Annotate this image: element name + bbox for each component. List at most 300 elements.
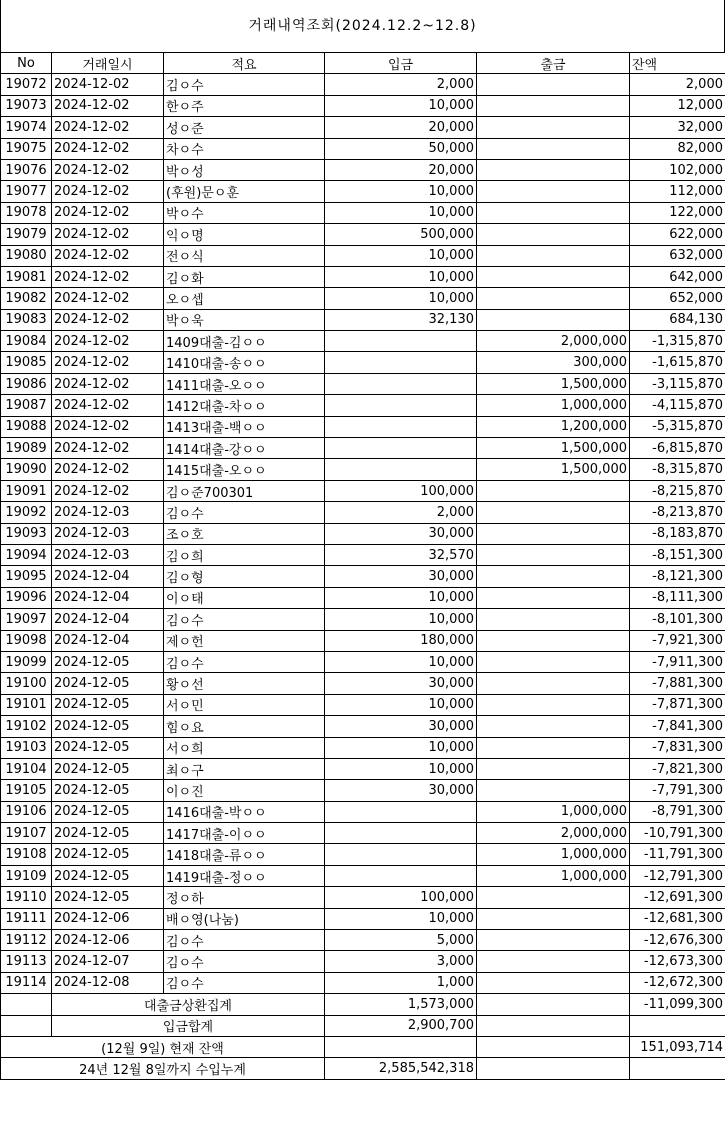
cell-balance: -10,791,300 xyxy=(630,823,725,844)
cell-deposit xyxy=(325,459,477,480)
cell-deposit: 10,000 xyxy=(325,737,477,758)
table-row xyxy=(1,587,725,608)
cell-balance: 112,000 xyxy=(630,181,725,202)
cell-memo: 차ㅇ수 xyxy=(164,138,325,159)
cell-balance: -8,111,300 xyxy=(630,587,725,608)
cell-withdrawal: 300,000 xyxy=(477,352,630,373)
cell-memo: 한ㅇ주 xyxy=(164,95,325,116)
cell-balance: -8,315,870 xyxy=(630,459,725,480)
cell-deposit xyxy=(325,352,477,373)
cell-no: 19089 xyxy=(1,438,52,459)
cell-memo: 김ㅇ준700301 xyxy=(164,480,325,501)
loan-repay-deposit: 1,573,000 xyxy=(325,994,477,1015)
cell-date: 2024-12-02 xyxy=(52,459,164,480)
cell-no: 19091 xyxy=(1,480,52,501)
cell-memo: 배ㅇ영(나눔) xyxy=(164,908,325,929)
cell-no: 19074 xyxy=(1,117,52,138)
cell-date: 2024-12-05 xyxy=(52,823,164,844)
cell-no: 19105 xyxy=(1,780,52,801)
cell-date: 2024-12-02 xyxy=(52,352,164,373)
summary-current-balance-row xyxy=(1,1036,725,1057)
cell-balance: -7,791,300 xyxy=(630,780,725,801)
cell-deposit: 30,000 xyxy=(325,673,477,694)
cell-date: 2024-12-05 xyxy=(52,673,164,694)
cell-withdrawal xyxy=(477,758,630,779)
cell-no: 19086 xyxy=(1,373,52,394)
cell-memo: 김ㅇ희 xyxy=(164,544,325,565)
table-row xyxy=(1,224,725,245)
summary-loan-repay-row xyxy=(1,994,725,1015)
cell-withdrawal xyxy=(477,780,630,801)
cell-balance: -7,821,300 xyxy=(630,758,725,779)
table-row xyxy=(1,395,725,416)
cell-balance: 122,000 xyxy=(630,202,725,223)
cell-date: 2024-12-03 xyxy=(52,523,164,544)
table-row xyxy=(1,630,725,651)
cell-withdrawal: 1,500,000 xyxy=(477,459,630,480)
header-date: 거래일시 xyxy=(52,53,164,74)
summary-deposit-total-row xyxy=(1,1015,725,1036)
cell-date: 2024-12-04 xyxy=(52,609,164,630)
table-row xyxy=(1,609,725,630)
cell-deposit xyxy=(325,438,477,459)
table-row xyxy=(1,823,725,844)
cell-no: 19076 xyxy=(1,159,52,180)
cell-balance: 12,000 xyxy=(630,95,725,116)
cell-deposit: 10,000 xyxy=(325,245,477,266)
table-row xyxy=(1,416,725,437)
cell-memo: 김ㅇ화 xyxy=(164,266,325,287)
cell-no: 19108 xyxy=(1,844,52,865)
cell-memo: 이ㅇ진 xyxy=(164,780,325,801)
cell-no: 19084 xyxy=(1,331,52,352)
cell-deposit xyxy=(325,373,477,394)
table-row xyxy=(1,972,725,993)
cell-deposit: 2,000 xyxy=(325,502,477,523)
table-row xyxy=(1,245,725,266)
cell-memo: 최ㅇ구 xyxy=(164,758,325,779)
cell-no: 19103 xyxy=(1,737,52,758)
table-row xyxy=(1,716,725,737)
cell-withdrawal xyxy=(477,245,630,266)
table-row xyxy=(1,181,725,202)
cell-deposit: 30,000 xyxy=(325,523,477,544)
cell-no: 19100 xyxy=(1,673,52,694)
cell-no: 19082 xyxy=(1,288,52,309)
cell-no: 19114 xyxy=(1,972,52,993)
cell-no: 19110 xyxy=(1,887,52,908)
cell-withdrawal xyxy=(477,502,630,523)
cell-balance: -8,101,300 xyxy=(630,609,725,630)
cell-memo: 김ㅇ수 xyxy=(164,502,325,523)
cell-memo: 박ㅇ욱 xyxy=(164,309,325,330)
cell-date: 2024-12-05 xyxy=(52,887,164,908)
table-row xyxy=(1,309,725,330)
cell-withdrawal xyxy=(477,544,630,565)
cell-deposit: 1,000 xyxy=(325,972,477,993)
cell-balance: -6,815,870 xyxy=(630,438,725,459)
cell-deposit: 180,000 xyxy=(325,630,477,651)
cell-withdrawal xyxy=(477,930,630,951)
cell-deposit: 5,000 xyxy=(325,930,477,951)
table-row xyxy=(1,523,725,544)
cell-no: 19097 xyxy=(1,609,52,630)
cell-no: 19078 xyxy=(1,202,52,223)
cell-date: 2024-12-02 xyxy=(52,438,164,459)
cell-no: 19094 xyxy=(1,544,52,565)
cell-date: 2024-12-02 xyxy=(52,224,164,245)
cell-no: 19102 xyxy=(1,716,52,737)
cell-balance: 642,000 xyxy=(630,266,725,287)
cell-no: 19075 xyxy=(1,138,52,159)
cell-no: 19077 xyxy=(1,181,52,202)
cell-deposit: 10,000 xyxy=(325,181,477,202)
cell-deposit: 30,000 xyxy=(325,716,477,737)
table-row xyxy=(1,651,725,672)
cell-balance: -7,921,300 xyxy=(630,630,725,651)
cell-memo: 1415대출-오ㅇㅇ xyxy=(164,459,325,480)
table-row xyxy=(1,694,725,715)
cell-deposit: 10,000 xyxy=(325,651,477,672)
cell-deposit: 10,000 xyxy=(325,202,477,223)
cell-no: 19093 xyxy=(1,523,52,544)
cell-withdrawal xyxy=(477,737,630,758)
cell-withdrawal xyxy=(477,95,630,116)
cell-withdrawal xyxy=(477,587,630,608)
cell-withdrawal xyxy=(477,951,630,972)
cell-memo: 황ㅇ선 xyxy=(164,673,325,694)
cell-withdrawal xyxy=(477,566,630,587)
cell-withdrawal xyxy=(477,288,630,309)
cell-no: 19109 xyxy=(1,865,52,886)
header-memo: 적요 xyxy=(164,53,325,74)
cell-memo: 1412대출-차ㅇㅇ xyxy=(164,395,325,416)
cell-deposit: 50,000 xyxy=(325,138,477,159)
cell-memo: 1409대출-김ㅇㅇ xyxy=(164,331,325,352)
cell-memo: 1411대출-오ㅇㅇ xyxy=(164,373,325,394)
cell-memo: 성ㅇ준 xyxy=(164,117,325,138)
cell-date: 2024-12-02 xyxy=(52,416,164,437)
cell-memo: 김ㅇ수 xyxy=(164,972,325,993)
cell-deposit: 100,000 xyxy=(325,480,477,501)
cell-withdrawal: 1,000,000 xyxy=(477,395,630,416)
table-header-row xyxy=(1,53,725,74)
cell-memo: 정ㅇ하 xyxy=(164,887,325,908)
cell-withdrawal xyxy=(477,138,630,159)
cell-memo: 김ㅇ형 xyxy=(164,566,325,587)
cell-balance: -8,215,870 xyxy=(630,480,725,501)
table-row xyxy=(1,288,725,309)
cell-no: 19072 xyxy=(1,74,52,95)
cell-withdrawal xyxy=(477,480,630,501)
cell-balance: -7,841,300 xyxy=(630,716,725,737)
cell-memo: 1414대출-강ㅇㅇ xyxy=(164,438,325,459)
cell-date: 2024-12-07 xyxy=(52,951,164,972)
header-no: No xyxy=(1,53,52,74)
table-row xyxy=(1,331,725,352)
cell-date: 2024-12-05 xyxy=(52,716,164,737)
cell-date: 2024-12-04 xyxy=(52,630,164,651)
cell-memo: 김ㅇ수 xyxy=(164,651,325,672)
cell-date: 2024-12-02 xyxy=(52,395,164,416)
cell-deposit: 100,000 xyxy=(325,887,477,908)
cell-deposit: 10,000 xyxy=(325,694,477,715)
cell-withdrawal: 1,500,000 xyxy=(477,373,630,394)
cell-withdrawal xyxy=(477,972,630,993)
cell-memo: 1417대출-이ㅇㅇ xyxy=(164,823,325,844)
summary-cumulative-row xyxy=(1,1058,725,1079)
cell-withdrawal xyxy=(477,309,630,330)
cell-memo: 1413대출-백ㅇㅇ xyxy=(164,416,325,437)
cell-balance: 684,130 xyxy=(630,309,725,330)
cell-deposit xyxy=(325,416,477,437)
cell-date: 2024-12-02 xyxy=(52,331,164,352)
cell-balance: -4,115,870 xyxy=(630,395,725,416)
cell-balance: -7,881,300 xyxy=(630,673,725,694)
cell-date: 2024-12-02 xyxy=(52,138,164,159)
cell-withdrawal xyxy=(477,159,630,180)
cell-withdrawal: 1,500,000 xyxy=(477,438,630,459)
cell-balance: 2,000 xyxy=(630,74,725,95)
cell-no: 19079 xyxy=(1,224,52,245)
cell-date: 2024-12-02 xyxy=(52,373,164,394)
current-balance-label: (12월 9일) 현재 잔액 xyxy=(1,1036,325,1057)
table-row xyxy=(1,865,725,886)
cell-balance: 652,000 xyxy=(630,288,725,309)
cell-deposit: 10,000 xyxy=(325,587,477,608)
cell-balance: 622,000 xyxy=(630,224,725,245)
cell-date: 2024-12-02 xyxy=(52,480,164,501)
cell-deposit: 20,000 xyxy=(325,117,477,138)
cell-no: 19085 xyxy=(1,352,52,373)
cell-memo: 김ㅇ수 xyxy=(164,74,325,95)
cell-no: 19080 xyxy=(1,245,52,266)
header-withdrawal: 출금 xyxy=(477,53,630,74)
cell-balance: -11,791,300 xyxy=(630,844,725,865)
table-row xyxy=(1,74,725,95)
cell-withdrawal xyxy=(477,651,630,672)
cell-deposit: 32,570 xyxy=(325,544,477,565)
cell-date: 2024-12-06 xyxy=(52,930,164,951)
cell-date: 2024-12-08 xyxy=(52,972,164,993)
cell-balance: 102,000 xyxy=(630,159,725,180)
table-row xyxy=(1,95,725,116)
cell-balance: -1,615,870 xyxy=(630,352,725,373)
loan-repay-label: 대출금상환집계 xyxy=(52,994,325,1015)
cell-balance: -8,183,870 xyxy=(630,523,725,544)
cell-no: 19104 xyxy=(1,758,52,779)
cell-balance: -12,691,300 xyxy=(630,887,725,908)
cell-withdrawal: 2,000,000 xyxy=(477,823,630,844)
table-row xyxy=(1,438,725,459)
cell-memo: 서ㅇ희 xyxy=(164,737,325,758)
cell-date: 2024-12-02 xyxy=(52,117,164,138)
cell-date: 2024-12-05 xyxy=(52,737,164,758)
table-row xyxy=(1,908,725,929)
cell-withdrawal xyxy=(477,523,630,544)
cell-date: 2024-12-05 xyxy=(52,758,164,779)
cell-date: 2024-12-03 xyxy=(52,544,164,565)
cell-balance: -12,676,300 xyxy=(630,930,725,951)
cell-date: 2024-12-05 xyxy=(52,844,164,865)
table-row xyxy=(1,159,725,180)
cell-no: 19092 xyxy=(1,502,52,523)
cell-deposit: 3,000 xyxy=(325,951,477,972)
cell-balance: -5,315,870 xyxy=(630,416,725,437)
cell-memo: 김ㅇ수 xyxy=(164,951,325,972)
table-row xyxy=(1,544,725,565)
table-row xyxy=(1,758,725,779)
table-row xyxy=(1,737,725,758)
cell-balance: -7,871,300 xyxy=(630,694,725,715)
cell-withdrawal xyxy=(477,887,630,908)
cell-balance: -7,831,300 xyxy=(630,737,725,758)
cell-balance: 82,000 xyxy=(630,138,725,159)
cell-memo: 박ㅇ수 xyxy=(164,202,325,223)
deposit-total-value: 2,900,700 xyxy=(325,1015,477,1036)
table-row xyxy=(1,202,725,223)
cell-balance: -12,681,300 xyxy=(630,908,725,929)
cell-withdrawal xyxy=(477,908,630,929)
cell-date: 2024-12-02 xyxy=(52,159,164,180)
cell-date: 2024-12-02 xyxy=(52,245,164,266)
table-row xyxy=(1,138,725,159)
table-row xyxy=(1,352,725,373)
cell-withdrawal xyxy=(477,716,630,737)
cell-deposit: 10,000 xyxy=(325,288,477,309)
cell-memo: 1419대출-정ㅇㅇ xyxy=(164,865,325,886)
cell-no: 19112 xyxy=(1,930,52,951)
table-row xyxy=(1,266,725,287)
cell-no: 19081 xyxy=(1,266,52,287)
cell-deposit xyxy=(325,331,477,352)
cell-deposit: 10,000 xyxy=(325,266,477,287)
cell-no: 19099 xyxy=(1,651,52,672)
cell-deposit: 32,130 xyxy=(325,309,477,330)
cell-withdrawal xyxy=(477,609,630,630)
cell-deposit: 2,000 xyxy=(325,74,477,95)
cell-withdrawal xyxy=(477,74,630,95)
table-row xyxy=(1,566,725,587)
cell-memo: 익ㅇ명 xyxy=(164,224,325,245)
cell-balance: -8,121,300 xyxy=(630,566,725,587)
cell-balance: -8,151,300 xyxy=(630,544,725,565)
cell-withdrawal xyxy=(477,181,630,202)
cell-deposit: 30,000 xyxy=(325,566,477,587)
deposit-total-label: 입금합계 xyxy=(52,1015,325,1036)
cell-withdrawal: 1,200,000 xyxy=(477,416,630,437)
cell-deposit: 10,000 xyxy=(325,908,477,929)
cell-deposit xyxy=(325,823,477,844)
cell-balance: -3,115,870 xyxy=(630,373,725,394)
cell-date: 2024-12-05 xyxy=(52,865,164,886)
cell-no: 19095 xyxy=(1,566,52,587)
cell-memo: 1410대출-송ㅇㅇ xyxy=(164,352,325,373)
cell-date: 2024-12-02 xyxy=(52,288,164,309)
cell-memo: 조ㅇ호 xyxy=(164,523,325,544)
cell-withdrawal xyxy=(477,673,630,694)
cumulative-label: 24년 12월 8일까지 수입누계 xyxy=(1,1058,325,1079)
cell-withdrawal: 2,000,000 xyxy=(477,331,630,352)
cell-memo: 김ㅇ수 xyxy=(164,930,325,951)
cell-balance: 632,000 xyxy=(630,245,725,266)
cell-deposit: 10,000 xyxy=(325,609,477,630)
cell-memo: (후원)문ㅇ훈 xyxy=(164,181,325,202)
cell-balance: -12,791,300 xyxy=(630,865,725,886)
transaction-table xyxy=(0,52,725,1080)
cell-date: 2024-12-05 xyxy=(52,651,164,672)
cell-date: 2024-12-02 xyxy=(52,74,164,95)
cell-memo: 제ㅇ헌 xyxy=(164,630,325,651)
cell-date: 2024-12-02 xyxy=(52,266,164,287)
table-row xyxy=(1,502,725,523)
table-row xyxy=(1,459,725,480)
cell-memo: 1416대출-박ㅇㅇ xyxy=(164,801,325,822)
cell-no: 19111 xyxy=(1,908,52,929)
cell-withdrawal xyxy=(477,117,630,138)
cell-memo: 전ㅇ식 xyxy=(164,245,325,266)
cell-no: 19090 xyxy=(1,459,52,480)
cell-no: 19083 xyxy=(1,309,52,330)
cell-date: 2024-12-02 xyxy=(52,181,164,202)
table-row xyxy=(1,801,725,822)
cell-no: 19096 xyxy=(1,587,52,608)
cell-date: 2024-12-05 xyxy=(52,801,164,822)
cell-date: 2024-12-06 xyxy=(52,908,164,929)
cell-date: 2024-12-02 xyxy=(52,309,164,330)
cell-date: 2024-12-02 xyxy=(52,202,164,223)
cell-withdrawal: 1,000,000 xyxy=(477,865,630,886)
cell-deposit: 30,000 xyxy=(325,780,477,801)
table-row xyxy=(1,951,725,972)
table-row xyxy=(1,480,725,501)
cell-withdrawal: 1,000,000 xyxy=(477,801,630,822)
cell-deposit xyxy=(325,801,477,822)
cell-deposit xyxy=(325,865,477,886)
cell-memo: 서ㅇ민 xyxy=(164,694,325,715)
cell-date: 2024-12-02 xyxy=(52,95,164,116)
cell-deposit xyxy=(325,844,477,865)
cell-deposit: 10,000 xyxy=(325,758,477,779)
cell-date: 2024-12-05 xyxy=(52,694,164,715)
cell-date: 2024-12-05 xyxy=(52,780,164,801)
cell-date: 2024-12-03 xyxy=(52,502,164,523)
cell-withdrawal xyxy=(477,694,630,715)
cell-deposit: 10,000 xyxy=(325,95,477,116)
header-deposit: 입금 xyxy=(325,53,477,74)
cell-balance: -7,911,300 xyxy=(630,651,725,672)
current-balance-value: 151,093,714 xyxy=(630,1036,725,1057)
cell-no: 19101 xyxy=(1,694,52,715)
cell-date: 2024-12-04 xyxy=(52,566,164,587)
page-title: 거래내역조회(2024.12.2~12.8) xyxy=(0,0,725,52)
cell-no: 19073 xyxy=(1,95,52,116)
header-balance: 잔액 xyxy=(630,53,725,74)
cell-no: 19087 xyxy=(1,395,52,416)
cell-no: 19113 xyxy=(1,951,52,972)
table-row xyxy=(1,844,725,865)
cell-memo: 오ㅇ셉 xyxy=(164,288,325,309)
cumulative-value: 2,585,542,318 xyxy=(325,1058,477,1079)
cell-deposit: 500,000 xyxy=(325,224,477,245)
table-row xyxy=(1,887,725,908)
table-row xyxy=(1,373,725,394)
cell-withdrawal: 1,000,000 xyxy=(477,844,630,865)
cell-memo: 힘ㅇ요 xyxy=(164,716,325,737)
cell-balance: -12,673,300 xyxy=(630,951,725,972)
cell-balance: 32,000 xyxy=(630,117,725,138)
cell-deposit xyxy=(325,395,477,416)
